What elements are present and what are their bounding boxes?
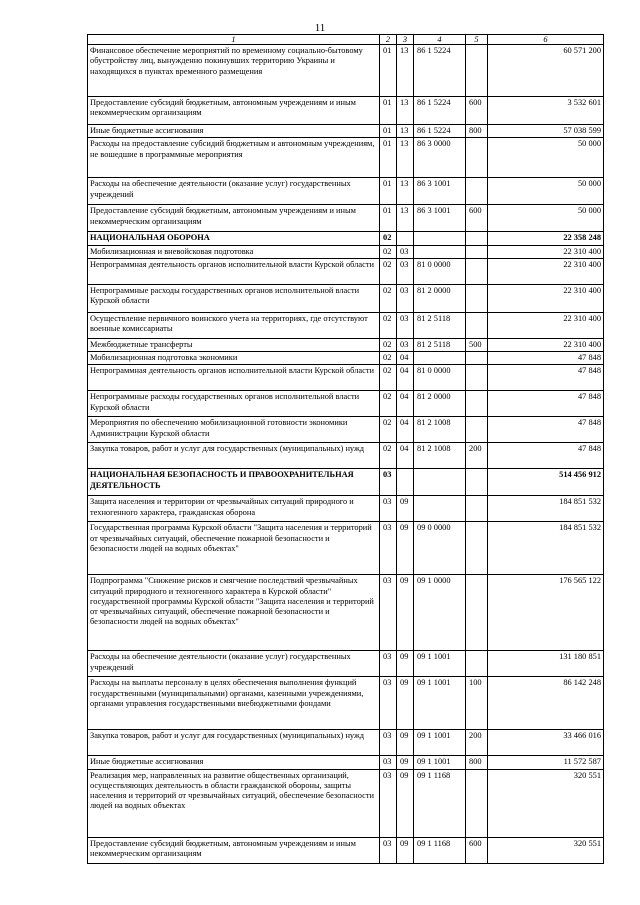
row-name-cell: Расходы на обеспечение деятельности (оказание услуг) государственных учреждений	[88, 651, 380, 677]
row-pr-cell: 13	[397, 138, 414, 178]
row-sum-cell: 50 000	[488, 205, 604, 232]
row-vr-cell: 200	[466, 443, 488, 469]
row-vr-cell	[466, 284, 488, 312]
row-pr-cell: 03	[397, 284, 414, 312]
row-name-cell: Финансовое обеспечение мероприятий по временному социально-бытовому обустройству лиц, вынужденно покинувших территорию Украины и находящихся в пунктах временного размещения	[88, 45, 380, 97]
row-csr-cell: 86 1 5224	[414, 97, 466, 125]
table-row	[88, 338, 604, 351]
row-sum-cell: 57 038 599	[488, 125, 604, 138]
row-sum-cell: 47 848	[488, 365, 604, 391]
row-csr-cell: 81 2 1008	[414, 417, 466, 443]
table-row	[88, 730, 604, 756]
row-csr-cell: 81 2 0000	[414, 391, 466, 417]
table-row	[88, 97, 604, 125]
row-sum-cell: 33 466 016	[488, 730, 604, 756]
row-vr-cell	[466, 496, 488, 522]
table-row	[88, 284, 604, 312]
row-csr-cell: 86 3 1001	[414, 205, 466, 232]
row-pr-cell: 04	[397, 417, 414, 443]
row-pr-cell: 04	[397, 391, 414, 417]
table-row	[88, 575, 604, 651]
row-csr-cell: 09 1 1001	[414, 677, 466, 730]
table-row	[88, 769, 604, 837]
row-sum-cell: 22 310 400	[488, 245, 604, 258]
row-vr-cell	[466, 769, 488, 837]
row-vr-cell	[466, 45, 488, 97]
row-vr-cell	[466, 138, 488, 178]
row-pr-cell: 09	[397, 730, 414, 756]
table-row	[88, 245, 604, 258]
row-rz-cell: 03	[380, 756, 397, 769]
row-csr-cell	[414, 496, 466, 522]
header-cell-vr: 5	[466, 35, 488, 45]
row-sum-cell: 3 532 601	[488, 97, 604, 125]
row-sum-cell: 320 551	[488, 837, 604, 863]
row-sum-cell: 60 571 200	[488, 45, 604, 97]
row-sum-cell: 22 358 248	[488, 232, 604, 245]
row-vr-cell	[466, 352, 488, 365]
row-name-cell: Подпрограмма "Снижение рисков и смягчение последствий чрезвычайных ситуаций природного и техногенного характера в Курской области" государственной программы Курской области "Защита населения и территорий от чрезвычайных ситуаций, обеспечение пожарной безопасности и безопасности людей на водных объектах"	[88, 575, 380, 651]
row-rz-cell: 02	[380, 284, 397, 312]
row-vr-cell	[466, 258, 488, 284]
table-row	[88, 352, 604, 365]
row-rz-cell: 01	[380, 178, 397, 205]
row-name-cell: Предоставление субсидий бюджетным, автономным учреждениям и иным некоммерческим организациям	[88, 205, 380, 232]
header-cell-rz: 2	[380, 35, 397, 45]
row-vr-cell	[466, 651, 488, 677]
row-sum-cell: 50 000	[488, 138, 604, 178]
table-row	[88, 496, 604, 522]
row-vr-cell: 600	[466, 205, 488, 232]
table-row	[88, 443, 604, 469]
row-csr-cell: 81 2 0000	[414, 284, 466, 312]
row-name-cell: Расходы на предоставление субсидий бюджетным и автономным учреждениям, не вошедшие в программные мероприятия	[88, 138, 380, 178]
row-csr-cell	[414, 232, 466, 245]
row-sum-cell: 11 572 587	[488, 756, 604, 769]
row-name-cell: Мероприятия по обеспечению мобилизационной готовности экономики Администрации Курской области	[88, 417, 380, 443]
row-csr-cell: 86 1 5224	[414, 45, 466, 97]
header-cell-sum: 6	[488, 35, 604, 45]
table-row	[88, 258, 604, 284]
row-name-cell: Расходы на выплаты персоналу в целях обеспечения выполнения функций государственными (муниципальными) органами, казенными учреждениями, органами управления государственными внебюджетными фондами	[88, 677, 380, 730]
table-row	[88, 391, 604, 417]
row-csr-cell: 81 0 0000	[414, 258, 466, 284]
row-name-cell: Осуществление первичного воинского учета на территориях, где отсутствуют военные комиссариаты	[88, 312, 380, 338]
row-rz-cell: 02	[380, 365, 397, 391]
row-name-cell: Закупка товаров, работ и услуг для государственных (муниципальных) нужд	[88, 443, 380, 469]
budget-table	[87, 34, 604, 864]
row-csr-cell: 86 1 5224	[414, 125, 466, 138]
row-rz-cell: 02	[380, 417, 397, 443]
row-name-cell: Непрограммная деятельность органов исполнительной власти Курской области	[88, 258, 380, 284]
row-sum-cell: 22 310 400	[488, 338, 604, 351]
row-rz-cell: 02	[380, 312, 397, 338]
row-sum-cell: 131 180 851	[488, 651, 604, 677]
row-vr-cell	[466, 522, 488, 575]
row-pr-cell: 03	[397, 245, 414, 258]
row-pr-cell: 13	[397, 45, 414, 97]
header-row	[88, 35, 604, 45]
row-csr-cell	[414, 469, 466, 496]
row-name-cell: Мобилизационная подготовка экономики	[88, 352, 380, 365]
row-vr-cell	[466, 365, 488, 391]
row-pr-cell: 13	[397, 125, 414, 138]
row-vr-cell	[466, 575, 488, 651]
row-csr-cell: 09 1 1001	[414, 730, 466, 756]
row-csr-cell: 09 1 1001	[414, 651, 466, 677]
row-sum-cell: 47 848	[488, 443, 604, 469]
table-row	[88, 138, 604, 178]
row-rz-cell: 02	[380, 352, 397, 365]
row-csr-cell: 81 2 5118	[414, 338, 466, 351]
row-vr-cell: 200	[466, 730, 488, 756]
row-rz-cell: 01	[380, 125, 397, 138]
row-name-cell: Иные бюджетные ассигнования	[88, 125, 380, 138]
row-pr-cell	[397, 469, 414, 496]
row-vr-cell	[466, 178, 488, 205]
row-name-cell: НАЦИОНАЛЬНАЯ БЕЗОПАСНОСТЬ И ПРАВООХРАНИТЕЛЬНАЯ ДЕЯТЕЛЬНОСТЬ	[88, 469, 380, 496]
row-pr-cell: 03	[397, 312, 414, 338]
row-vr-cell: 600	[466, 837, 488, 863]
row-pr-cell: 09	[397, 837, 414, 863]
row-rz-cell: 01	[380, 205, 397, 232]
table-row	[88, 312, 604, 338]
row-rz-cell: 03	[380, 730, 397, 756]
table-row	[88, 756, 604, 769]
row-sum-cell: 47 848	[488, 352, 604, 365]
row-pr-cell: 09	[397, 496, 414, 522]
row-vr-cell: 800	[466, 125, 488, 138]
row-csr-cell	[414, 352, 466, 365]
table-row	[88, 837, 604, 863]
row-csr-cell: 09 1 1168	[414, 837, 466, 863]
row-rz-cell: 03	[380, 651, 397, 677]
row-name-cell: Непрограммные расходы государственных органов исполнительной власти Курской области	[88, 391, 380, 417]
row-pr-cell: 13	[397, 97, 414, 125]
row-csr-cell: 81 0 0000	[414, 365, 466, 391]
row-vr-cell: 100	[466, 677, 488, 730]
row-sum-cell: 47 848	[488, 391, 604, 417]
row-pr-cell: 09	[397, 651, 414, 677]
row-csr-cell: 09 0 0000	[414, 522, 466, 575]
row-name-cell: Мобилизационная и вневойсковая подготовка	[88, 245, 380, 258]
table-row	[88, 651, 604, 677]
table-row	[88, 417, 604, 443]
row-vr-cell: 600	[466, 97, 488, 125]
row-vr-cell: 500	[466, 338, 488, 351]
row-sum-cell: 184 851 532	[488, 496, 604, 522]
row-pr-cell: 09	[397, 677, 414, 730]
row-rz-cell: 03	[380, 769, 397, 837]
row-vr-cell	[466, 232, 488, 245]
row-sum-cell: 50 000	[488, 178, 604, 205]
row-rz-cell: 01	[380, 138, 397, 178]
header-cell-name: 1	[88, 35, 380, 45]
row-name-cell: Государственная программа Курской области "Защита населения и территорий от чрезвычайных ситуаций, обеспечение пожарной безопасности и безопасности людей на водных объектах"	[88, 522, 380, 575]
table-row	[88, 45, 604, 97]
row-vr-cell	[466, 417, 488, 443]
row-sum-cell: 184 851 532	[488, 522, 604, 575]
row-sum-cell: 514 456 912	[488, 469, 604, 496]
row-rz-cell: 01	[380, 97, 397, 125]
row-csr-cell: 86 3 0000	[414, 138, 466, 178]
row-rz-cell: 02	[380, 232, 397, 245]
row-sum-cell: 22 310 400	[488, 284, 604, 312]
table-row	[88, 469, 604, 496]
row-vr-cell	[466, 245, 488, 258]
row-rz-cell: 01	[380, 45, 397, 97]
row-csr-cell: 81 2 1008	[414, 443, 466, 469]
row-sum-cell: 320 551	[488, 769, 604, 837]
row-pr-cell: 04	[397, 352, 414, 365]
page-number: 11	[314, 22, 326, 34]
row-rz-cell: 02	[380, 338, 397, 351]
header-cell-pr: 3	[397, 35, 414, 45]
row-pr-cell: 04	[397, 365, 414, 391]
header-cell-csr: 4	[414, 35, 466, 45]
row-rz-cell: 02	[380, 391, 397, 417]
row-rz-cell: 03	[380, 837, 397, 863]
row-pr-cell: 03	[397, 338, 414, 351]
row-pr-cell: 09	[397, 522, 414, 575]
table-row	[88, 205, 604, 232]
row-pr-cell: 03	[397, 258, 414, 284]
row-csr-cell: 09 1 1001	[414, 756, 466, 769]
row-name-cell: Иные бюджетные ассигнования	[88, 756, 380, 769]
row-csr-cell: 86 3 1001	[414, 178, 466, 205]
row-name-cell: Расходы на обеспечение деятельности (оказание услуг) государственных учреждений	[88, 178, 380, 205]
row-name-cell: Реализация мер, направленных на развитие общественных организаций, осуществляющих деятельность в области гражданской обороны, защиты населения и территорий от чрезвычайных ситуаций, обеспечение безопасности людей на водных объектах	[88, 769, 380, 837]
row-csr-cell: 81 2 5118	[414, 312, 466, 338]
row-sum-cell: 86 142 248	[488, 677, 604, 730]
row-vr-cell	[466, 312, 488, 338]
row-sum-cell: 176 565 122	[488, 575, 604, 651]
row-vr-cell	[466, 469, 488, 496]
row-pr-cell: 04	[397, 443, 414, 469]
table-row	[88, 178, 604, 205]
row-name-cell: Предоставление субсидий бюджетным, автономным учреждениям и иным некоммерческим организациям	[88, 97, 380, 125]
row-sum-cell: 22 310 400	[488, 312, 604, 338]
table-row	[88, 677, 604, 730]
row-name-cell: Межбюджетные трансферты	[88, 338, 380, 351]
row-pr-cell	[397, 232, 414, 245]
row-pr-cell: 09	[397, 756, 414, 769]
row-name-cell: Непрограммная деятельность органов исполнительной власти Курской области	[88, 365, 380, 391]
row-sum-cell: 47 848	[488, 417, 604, 443]
row-rz-cell: 02	[380, 258, 397, 284]
row-csr-cell: 09 1 1168	[414, 769, 466, 837]
row-rz-cell: 03	[380, 469, 397, 496]
row-rz-cell: 02	[380, 245, 397, 258]
row-vr-cell	[466, 391, 488, 417]
row-csr-cell: 09 1 0000	[414, 575, 466, 651]
row-pr-cell: 09	[397, 575, 414, 651]
row-name-cell: НАЦИОНАЛЬНАЯ ОБОРОНА	[88, 232, 380, 245]
row-rz-cell: 03	[380, 496, 397, 522]
row-pr-cell: 13	[397, 178, 414, 205]
row-rz-cell: 03	[380, 677, 397, 730]
row-name-cell: Защита населения и территории от чрезвычайных ситуаций природного и техногенного характера, гражданская оборона	[88, 496, 380, 522]
row-name-cell: Непрограммные расходы государственных органов исполнительной власти Курской области	[88, 284, 380, 312]
row-pr-cell: 13	[397, 205, 414, 232]
row-rz-cell: 02	[380, 443, 397, 469]
table-row	[88, 522, 604, 575]
row-vr-cell: 800	[466, 756, 488, 769]
table-row	[88, 232, 604, 245]
table-row	[88, 365, 604, 391]
row-rz-cell: 03	[380, 522, 397, 575]
row-pr-cell: 09	[397, 769, 414, 837]
row-rz-cell: 03	[380, 575, 397, 651]
table-row	[88, 125, 604, 138]
row-csr-cell	[414, 245, 466, 258]
row-name-cell: Закупка товаров, работ и услуг для государственных (муниципальных) нужд	[88, 730, 380, 756]
row-sum-cell: 22 310 400	[488, 258, 604, 284]
row-name-cell: Предоставление субсидий бюджетным, автономным учреждениям и иным некоммерческим организациям	[88, 837, 380, 863]
